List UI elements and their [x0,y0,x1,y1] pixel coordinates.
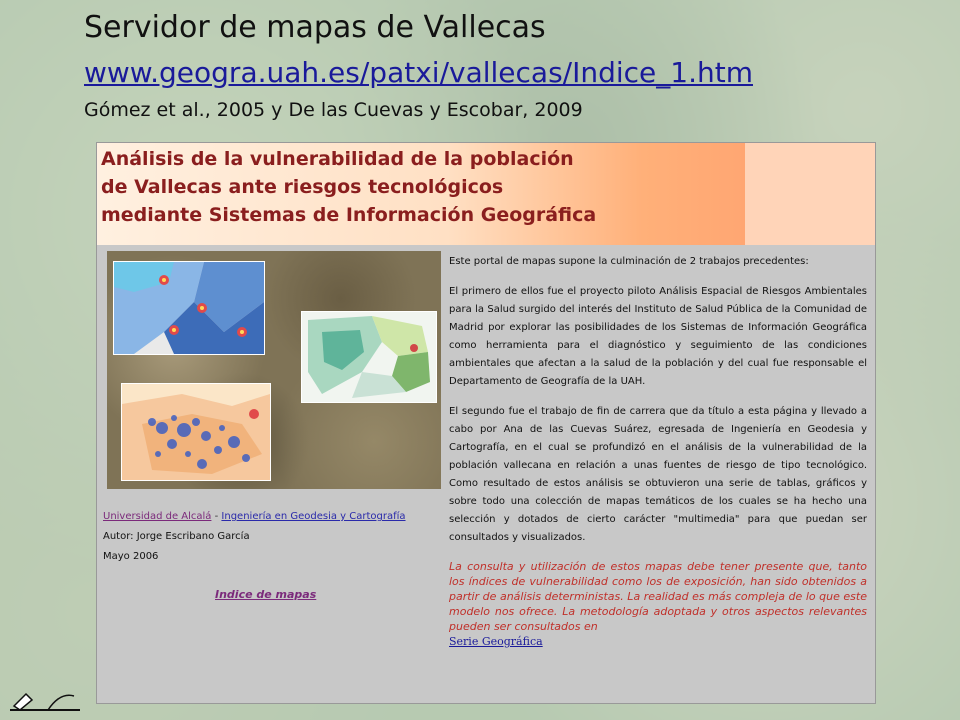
map-inset-land-use [301,311,437,403]
intro-paragraph: Este portal de mapas supone la culminación de 2 trabajos precedentes: [449,256,809,267]
map-index-link[interactable]: Indice de mapas [215,588,317,601]
land-use-map-graphic [302,312,436,402]
second-project-paragraph: El segundo fue el trabajo de fin de carrera que da título a esta página y llevado a cabo por Ana de las Cuevas Suárez, egresada de Ingeniería en Geodesia y Cartografía, en el cual se profundizó en el análisis de la vulnerabilidad de la población vallecana en relación a unas fuentes de riesgo de tipo tecnológico. Como resultado de estos análisis se obtuvieron una serie de tablas, gráficos y sobre todo una colección de mapas temáticos de los cuales se ha hecho una selección y dotados de cierto carácter "multimedia" para que puedan ser consultados y visualizados. [449,406,867,543]
author-text: Autor: Jorge Escribano García [103,531,250,542]
affiliation-links [103,511,406,522]
banner-line-1: Análisis de la vulnerabilidad de la población [101,148,574,170]
banner-line-3: mediante Sistemas de Información Geográfica [101,204,597,226]
map-inset-risk-zones [113,261,265,355]
serie-geografica-link[interactable]: Serie Geográfica [449,635,543,648]
first-project-paragraph: El primero de ellos fue el proyecto piloto Análisis Espacial de Riesgos Ambientales para la Salud surgido del interés del Instituto de Salud Pública de la Comunidad de Madrid por explorar las posibilidades de los Sistemas de Información Geográfica como herramienta para el diagnóstico y seguimiento de las condiciones ambientales que afectan a la salud de la población y del cual fue responsable el Departamento de Geografía de la UAH. [449,286,867,387]
degree-link[interactable]: Ingeniería en Geodesia y Cartografía [221,511,406,522]
slide-citation: Gómez et al., 2005 y De las Cuevas y Escobar, 2009 [84,99,583,121]
risk-zones-map-graphic [114,262,264,354]
banner-line-2: de Vallecas ante riesgos tecnológicos [101,176,504,198]
page-banner [97,143,875,245]
university-link[interactable]: Universidad de Alcalá [103,511,212,522]
date-text: Mayo 2006 [103,551,159,562]
affiliation-separator: - [214,511,219,522]
banner-decor-block [745,143,875,245]
slide-title: Servidor de mapas de Vallecas [84,10,546,45]
description-column [449,253,867,649]
population-map-graphic [122,384,270,480]
disclaimer-paragraph [449,559,867,649]
map-inset-population [121,383,271,481]
disclaimer-text: La consulta y utilización de estos mapas debe tener presente que, tanto los índices de vulnerabilidad como los de exposición, han sido obtenidos a partir de análisis deterministas. La realidad es más compleja de lo que este modelo nos ofrece. La metodología adoptada y otros aspectos relevantes pueden ser consultados en [449,560,867,633]
pencil-nav-icon-graphic [8,690,82,712]
slide-url-link[interactable]: www.geogra.uah.es/patxi/vallecas/Indice_1.htm [84,56,753,89]
pencil-nav-icon[interactable] [8,690,82,712]
map-collage-image [107,251,441,489]
page-banner-title [101,145,596,229]
webpage-screenshot [96,142,876,704]
